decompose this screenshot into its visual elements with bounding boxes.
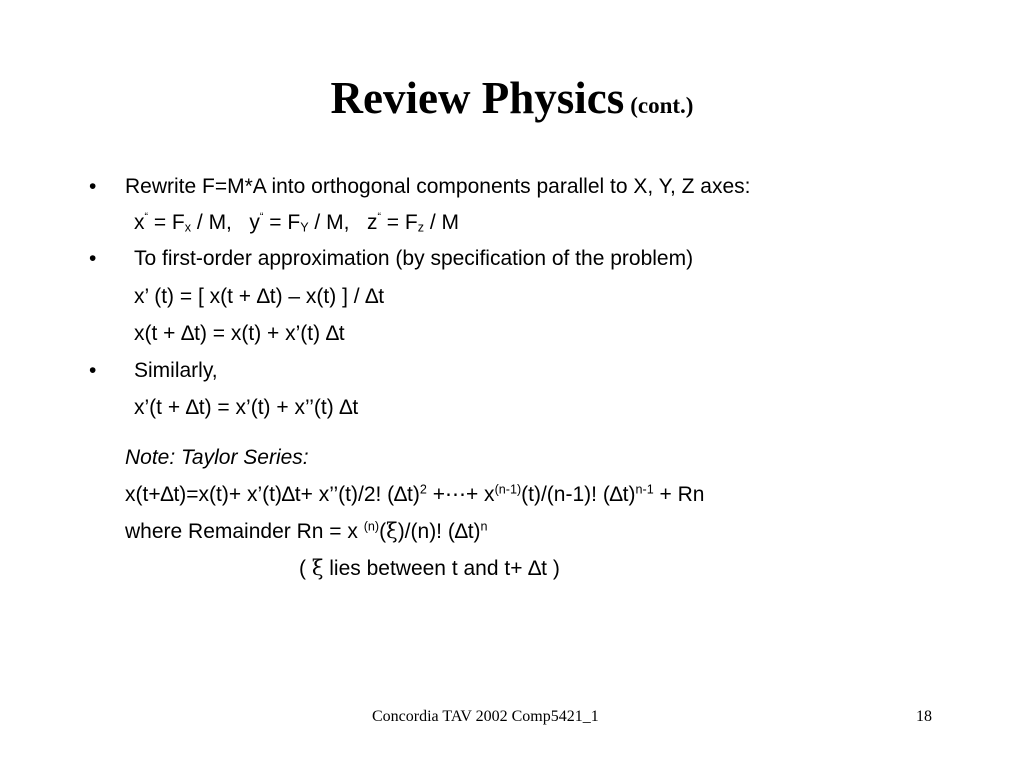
footer-text: Concordia TAV 2002 Comp5421_1 [372,708,599,725]
remainder-close: )/(n)! (∆t) [397,520,481,543]
bullet-first-order: To first-order approximation (by specification of the problem) [134,247,694,270]
velocity-update-equation: x’(t + ∆t) = x’(t) + x’’(t) ∆t [134,396,359,419]
taylor-lhs: x(t+∆t)=x(t)+ x’(t)∆t+ x’’(t)/2! (∆t) [125,483,420,506]
title-sub: (cont.) [630,93,694,118]
eq-div-m: / M [424,211,460,234]
remainder-exp-n: (n) [363,519,380,534]
double-dot: “ [377,210,381,223]
slide-title [0,72,1024,124]
eq-div-m: / M, [308,211,350,234]
remainder-open: ( [379,520,387,543]
remainder-equation [125,521,488,542]
eq-equals-f: = F [148,211,185,234]
eq-equals-f: = F [263,211,301,234]
bullet-marker: • [89,247,97,270]
taylor-tail: + Rn [653,483,705,506]
eq-div-m: / M, [191,211,232,234]
taylor-exp-n-1b: n-1 [635,482,654,497]
bullet-rewrite: Rewrite F=M*A into orthogonal components parallel to X, Y, Z axes: [125,175,751,198]
sub-x: x [184,220,192,235]
derivative-equation: x’ (t) = [ x(t + ∆t) – x(t) ] / ∆t [134,285,385,308]
bullet-marker: • [89,359,97,382]
sub-y: Y [300,220,309,235]
eq-x: x [134,211,145,234]
title-main: Review Physics [330,73,625,123]
xi-range-note [299,558,560,579]
double-dot: “ [259,210,264,223]
eq-y: y [249,211,260,234]
bullet-marker: • [89,175,97,198]
position-update-equation: x(t + ∆t) = x(t) + x’(t) ∆t [134,322,345,345]
lies-open: ( [299,557,312,580]
taylor-exp-2: 2 [419,482,427,497]
double-dot: “ [144,210,148,223]
bullet-similarly: Similarly, [134,359,218,382]
xi-symbol: ξ [311,556,324,580]
eq-equals-f: = F [380,211,418,234]
xi-symbol: ξ [386,519,398,543]
remainder-exp-n2: n [480,519,488,534]
page-number: 18 [916,708,932,725]
sub-z: z [417,220,425,235]
component-equations [134,212,459,233]
taylor-mid: +⋯+ x [426,483,495,506]
taylor-series-equation [125,484,704,505]
note-taylor-series: Note: Taylor Series: [125,446,309,469]
lies-text: lies between t and t+ ∆t ) [329,557,560,580]
eq-z: z [366,211,378,234]
taylor-mid2: (t)/(n-1)! (∆t) [521,483,636,506]
taylor-exp-n-1: (n-1) [494,482,522,497]
remainder-prefix: where Remainder Rn = x [125,520,364,543]
